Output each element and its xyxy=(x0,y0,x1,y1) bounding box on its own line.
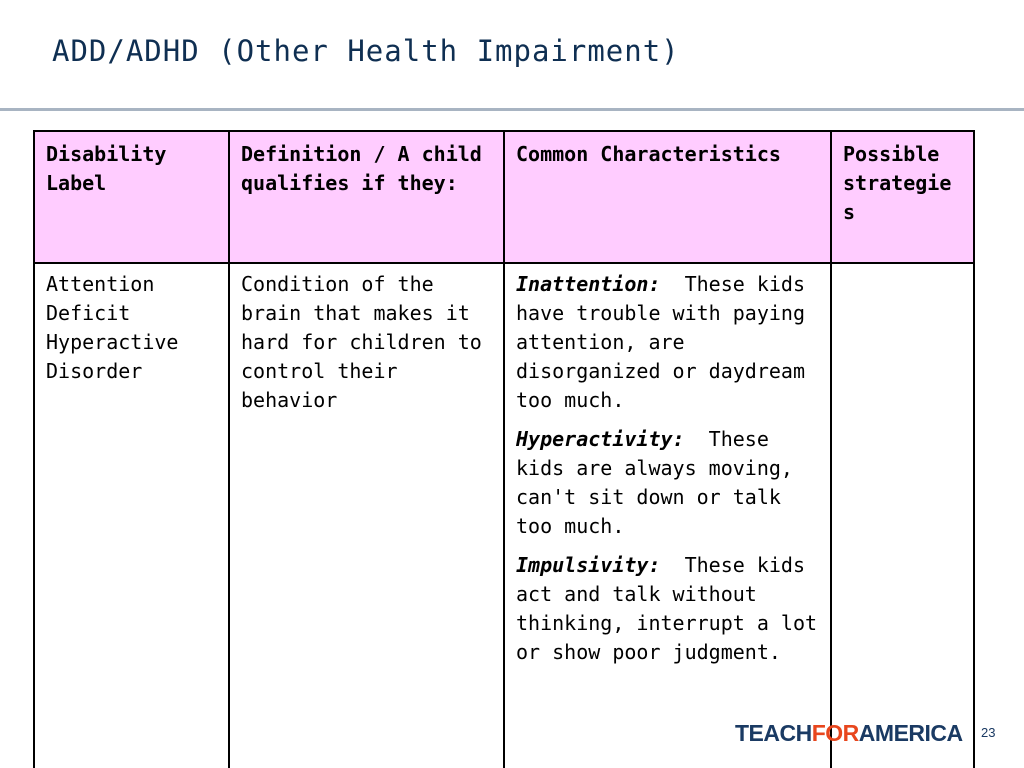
teach-for-america-logo xyxy=(735,720,963,747)
cell-definition: Condition of the brain that makes it hard for children to control their behavior xyxy=(229,263,504,768)
table-header-row xyxy=(34,131,974,263)
logo-part-america: AMERICA xyxy=(858,720,963,746)
cell-strategies xyxy=(831,263,974,768)
page-number: 23 xyxy=(981,725,996,740)
characteristic-hyperactivity xyxy=(516,425,820,541)
characteristic-text: These kids have trouble with paying attention, are disorganized or daydream too much. xyxy=(516,272,806,412)
header-disability-label: Disability Label xyxy=(34,131,229,263)
disability-table xyxy=(33,130,975,768)
characteristic-text: These kids act and talk without thinking, interrupt a lot or show poor judgment. xyxy=(516,553,818,664)
title-divider xyxy=(0,108,1024,111)
characteristic-text: These kids are always moving, can't sit down or talk too much. xyxy=(516,427,793,538)
logo-part-teach: TEACH xyxy=(735,720,812,746)
header-common-characteristics: Common Characteristics xyxy=(504,131,831,263)
characteristic-term: Impulsivity: xyxy=(516,553,661,577)
characteristic-term: Hyperactivity: xyxy=(516,427,685,451)
slide-title: ADD/ADHD (Other Health Impairment) xyxy=(52,34,680,68)
cell-characteristics xyxy=(504,263,831,768)
characteristic-inattention xyxy=(516,270,820,415)
cell-disability-label: Attention Deficit Hyperactive Disorder xyxy=(34,263,229,768)
logo-part-for: FOR xyxy=(811,720,859,746)
table-row xyxy=(34,263,974,768)
header-possible-strategies: Possible strategies xyxy=(831,131,974,263)
characteristic-impulsivity xyxy=(516,551,820,667)
header-definition: Definition / A child qualifies if they: xyxy=(229,131,504,263)
characteristic-term: Inattention: xyxy=(516,272,661,296)
